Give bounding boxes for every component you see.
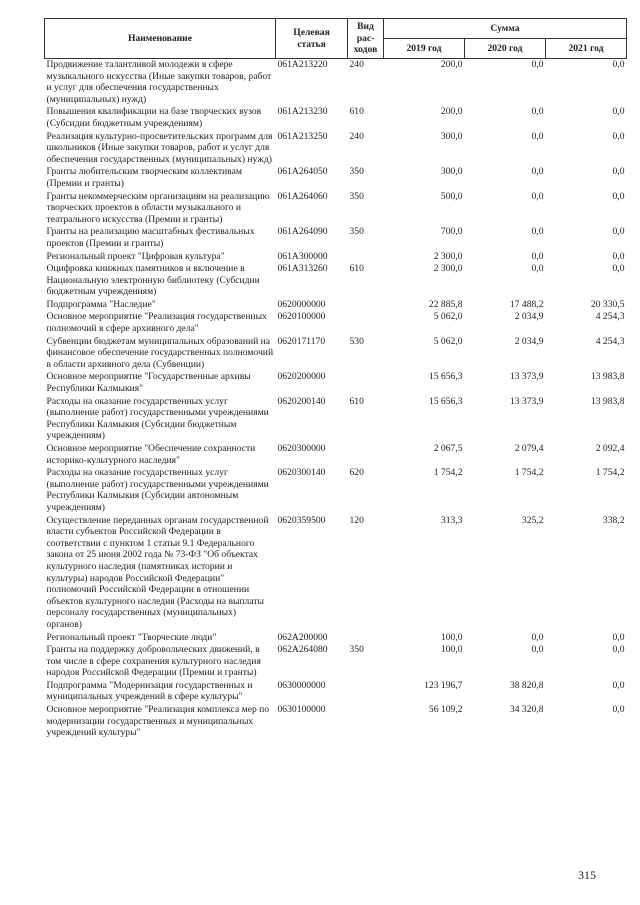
row-name-cell: Подпрограмма "Наследие" <box>46 298 156 310</box>
table-row <box>45 680 627 704</box>
row-target-article-cell: 061А264090 <box>277 226 328 238</box>
row-sum-2019-cell: 300,0 <box>440 130 463 142</box>
row-name-cell: Основное мероприятие "Реализация государственных полномочий в сфере архивного дела" <box>46 311 267 335</box>
table-row <box>45 371 627 395</box>
row-expense-type-cell: 350 <box>349 644 364 656</box>
row-expense-type-cell: 610 <box>349 263 364 275</box>
row-name-cell: Региональный проект "Творческие люди" <box>46 631 217 643</box>
row-target-article-cell: 0630000000 <box>277 679 326 691</box>
row-sum-2021-cell: 0,0 <box>612 631 625 643</box>
row-expense-type-cell <box>348 632 384 645</box>
row-sum-2021-cell: 13 983,8 <box>590 371 625 383</box>
row-target-article-cell: 062А200000 <box>277 631 328 643</box>
row-target-article-cell: 061А213220 <box>277 59 328 70</box>
row-sum-2019-cell: 123 196,7 <box>424 679 463 691</box>
table-body <box>45 59 627 740</box>
row-sum-2020-cell: 325,2 <box>521 514 544 526</box>
table-row <box>45 106 627 130</box>
row-target-article-cell: 061А313260 <box>277 263 328 275</box>
row-sum-2019-cell: 2 300,0 <box>433 250 463 262</box>
row-sum-2019-cell: 5 062,0 <box>433 335 463 347</box>
row-sum-2019-cell: 500,0 <box>440 190 463 202</box>
row-sum-2020-cell: 0,0 <box>531 644 544 656</box>
row-target-article-cell: 061А213230 <box>277 106 328 118</box>
table-row <box>45 632 627 645</box>
row-sum-2019-cell: 200,0 <box>440 106 463 118</box>
table-row <box>45 191 627 227</box>
row-name-cell: Гранты на реализацию масштабных фестивальных проектов (Премии и гранты) <box>46 226 255 249</box>
header-year-2019: 2019 год <box>384 39 465 59</box>
row-expense-type-cell <box>348 443 384 467</box>
row-sum-2021-cell: 0,0 <box>612 679 625 691</box>
row-sum-2021-cell: 0,0 <box>612 59 625 70</box>
row-name-cell: Субвенции бюджетам муниципальных образований на финансовое обеспечение государственных полномочий в области архивного дела (Субвенции) <box>46 335 274 370</box>
table-row <box>45 299 627 312</box>
header-name: Наименование <box>45 19 276 59</box>
row-sum-2021-cell: 0,0 <box>612 263 625 275</box>
table-row <box>45 644 627 680</box>
row-sum-2021-cell: 338,2 <box>602 514 625 526</box>
row-sum-2020-cell: 0,0 <box>531 106 544 118</box>
row-sum-2020-cell: 2 034,9 <box>514 311 544 323</box>
row-name-cell: Подпрограмма "Модернизация государственных и муниципальных учреждений в сфере культуры" <box>46 679 253 703</box>
row-expense-type-cell: 620 <box>349 467 364 479</box>
row-target-article-cell: 061А264050 <box>277 166 328 178</box>
row-sum-2019-cell: 15 656,3 <box>428 371 463 383</box>
row-target-article-cell: 061А300000 <box>277 250 328 262</box>
header-sum: Сумма <box>384 19 627 39</box>
row-sum-2019-cell: 2 067,5 <box>433 443 463 454</box>
row-name-cell: Продвижение талантливой молодежи в сфере музыкального искусства (Иные закупки товаров, работ и услуг для обеспечения государственных (муниципальных) нужд) <box>46 59 272 105</box>
row-target-article-cell: 0620359500 <box>277 514 326 526</box>
row-name-cell: Реализация культурно-просветительских программ для школьников (Иные закупки товаров, работ и услуг для обеспечения государственных (муниципальных) нужд) <box>46 130 273 165</box>
row-expense-type-cell <box>348 311 384 335</box>
row-sum-2020-cell: 0,0 <box>531 190 544 202</box>
table-row <box>45 251 627 264</box>
row-sum-2021-cell: 0,0 <box>612 106 625 118</box>
row-name-cell: Основное мероприятие "Государственные архивы Республики Калмыкия" <box>46 371 251 395</box>
header-target-article: Целевая статья <box>276 19 348 59</box>
row-expense-type-cell: 350 <box>349 190 364 202</box>
page-number: 315 <box>578 868 596 882</box>
row-expense-type-cell: 530 <box>349 335 364 347</box>
row-name-cell: Гранты на поддержку добровольческих движений, в том числе в сфере сохранения культурного наследия народов Российской Федерации (Премии и гранты) <box>46 644 261 679</box>
row-sum-2021-cell: 20 330,5 <box>590 298 625 310</box>
row-sum-2020-cell: 1 754,2 <box>514 467 544 479</box>
row-name-cell: Основное мероприятие "Обеспечение сохранности историко-культурного наследия" <box>46 443 256 466</box>
table-row <box>45 704 627 740</box>
row-sum-2019-cell: 313,3 <box>440 514 463 526</box>
table-row <box>45 59 627 107</box>
row-name-cell: Основное мероприятие "Реализация комплекса мер по модернизации государственных и муниципальных учреждений культуры" <box>46 704 270 739</box>
row-sum-2021-cell: 0,0 <box>612 166 625 178</box>
table-header <box>45 19 627 59</box>
row-sum-2019-cell: 5 062,0 <box>433 311 463 323</box>
row-sum-2021-cell: 4 254,3 <box>595 335 625 347</box>
row-sum-2020-cell: 0,0 <box>531 263 544 275</box>
row-target-article-cell: 0620000000 <box>277 298 326 310</box>
row-expense-type-cell <box>348 299 384 312</box>
row-sum-2021-cell: 4 254,3 <box>595 311 625 323</box>
row-name-cell: Расходы на оказание государственных услуг (выполнение работ) государственными учреждениями Республики Калмыкия (Субсидии автономным учреждениям) <box>46 467 269 513</box>
table-row <box>45 311 627 335</box>
header-year-2021: 2021 год <box>546 39 627 59</box>
row-target-article-cell: 061А213250 <box>277 130 328 142</box>
table-row <box>45 263 627 299</box>
table-row <box>45 226 627 250</box>
table-row <box>45 467 627 514</box>
row-target-article-cell: 0620200000 <box>277 371 326 383</box>
row-sum-2019-cell: 100,0 <box>440 644 463 656</box>
row-sum-2019-cell: 700,0 <box>440 226 463 238</box>
row-expense-type-cell: 350 <box>349 166 364 178</box>
row-sum-2019-cell: 22 885,8 <box>428 298 463 310</box>
table-row <box>45 396 627 443</box>
row-expense-type-cell: 610 <box>349 395 364 407</box>
row-sum-2021-cell: 0,0 <box>612 644 625 656</box>
row-sum-2019-cell: 200,0 <box>440 59 463 70</box>
row-target-article-cell: 061А264060 <box>277 190 328 202</box>
row-expense-type-cell: 120 <box>349 514 364 526</box>
row-expense-type-cell <box>348 251 384 264</box>
row-name-cell: Гранты любительским творческим коллективам (Премии и гранты) <box>46 166 242 189</box>
row-sum-2020-cell: 17 488,2 <box>509 298 544 310</box>
row-sum-2021-cell: 0,0 <box>612 190 625 202</box>
row-target-article-cell: 0620300140 <box>277 467 326 479</box>
table-row <box>45 336 627 372</box>
row-expense-type-cell: 240 <box>349 59 364 70</box>
row-sum-2020-cell: 0,0 <box>531 226 544 238</box>
row-sum-2020-cell: 38 820,8 <box>509 679 544 691</box>
row-target-article-cell: 0620300000 <box>277 443 326 454</box>
row-sum-2021-cell: 0,0 <box>612 250 625 262</box>
budget-table <box>44 18 627 740</box>
row-sum-2019-cell: 15 656,3 <box>428 395 463 407</box>
row-sum-2020-cell: 0,0 <box>531 250 544 262</box>
row-target-article-cell: 0620200140 <box>277 395 326 407</box>
row-sum-2021-cell: 1 754,2 <box>595 467 625 479</box>
row-name-cell: Осуществление переданных органам государственной власти субъектов Российской Федерации в соответствии с пунктом 1 статьи 9.1 Федерального закона от 25 июня 2002 года № 73-ФЗ "Об объектах культурного наследия (памятниках истории и культуры) народов Российской Федерации" полномочий Российской Федерации в отношении объектов культурного наследия (Расходы на выплаты персоналу государственных (муниципальных) органов) <box>46 514 269 630</box>
row-name-cell: Гранты некоммерческим организациям на реализацию творческих проектов в области музыкального и театрального искусства (Премии и гранты) <box>46 190 270 225</box>
row-sum-2021-cell: 0,0 <box>612 226 625 238</box>
row-sum-2019-cell: 100,0 <box>440 631 463 643</box>
row-sum-2020-cell: 0,0 <box>531 59 544 70</box>
row-sum-2020-cell: 34 320,8 <box>509 704 544 716</box>
row-sum-2020-cell: 2 034,9 <box>514 335 544 347</box>
row-target-article-cell: 0620171170 <box>277 335 326 347</box>
row-sum-2020-cell: 0,0 <box>531 631 544 643</box>
row-expense-type-cell <box>348 680 384 704</box>
row-sum-2019-cell: 2 300,0 <box>433 263 463 275</box>
row-expense-type-cell <box>348 371 384 395</box>
row-target-article-cell: 0620100000 <box>277 311 326 323</box>
table-row <box>45 131 627 167</box>
row-target-article-cell: 0630100000 <box>277 704 326 716</box>
row-sum-2019-cell: 300,0 <box>440 166 463 178</box>
header-expense-type: Вид рас-ходов <box>348 19 384 59</box>
row-sum-2021-cell: 0,0 <box>612 130 625 142</box>
row-expense-type-cell: 350 <box>349 226 364 238</box>
row-sum-2021-cell: 2 092,4 <box>595 443 625 454</box>
row-sum-2021-cell: 0,0 <box>612 704 625 716</box>
row-name-cell: Оцифровка книжных памятников и включение в Национальную электронную библиотеку (Субсидии бюджетным учреждениям) <box>46 263 260 298</box>
header-year-2020: 2020 год <box>465 39 546 59</box>
row-sum-2020-cell: 0,0 <box>531 130 544 142</box>
row-sum-2019-cell: 56 109,2 <box>428 704 463 716</box>
row-sum-2021-cell: 13 983,8 <box>590 395 625 407</box>
row-sum-2020-cell: 2 079,4 <box>514 443 544 454</box>
row-expense-type-cell <box>348 704 384 740</box>
row-name-cell: Повышения квалификации на базе творческих вузов (Субсидии бюджетным учреждениям) <box>46 106 262 129</box>
row-name-cell: Региональный проект "Цифровая культура" <box>46 250 225 262</box>
table-row <box>45 515 627 632</box>
row-target-article-cell: 062А264080 <box>277 644 328 656</box>
row-expense-type-cell: 610 <box>349 106 364 118</box>
row-sum-2020-cell: 13 373,9 <box>509 371 544 383</box>
row-name-cell: Расходы на оказание государственных услуг (выполнение работ) государственными учреждениями Республики Калмыкия (Субсидии бюджетным учреждениям) <box>46 395 269 442</box>
row-sum-2020-cell: 0,0 <box>531 166 544 178</box>
row-expense-type-cell: 240 <box>349 130 364 142</box>
row-sum-2019-cell: 1 754,2 <box>433 467 463 479</box>
table-row <box>45 443 627 467</box>
table-row <box>45 166 627 190</box>
row-sum-2020-cell: 13 373,9 <box>509 395 544 407</box>
